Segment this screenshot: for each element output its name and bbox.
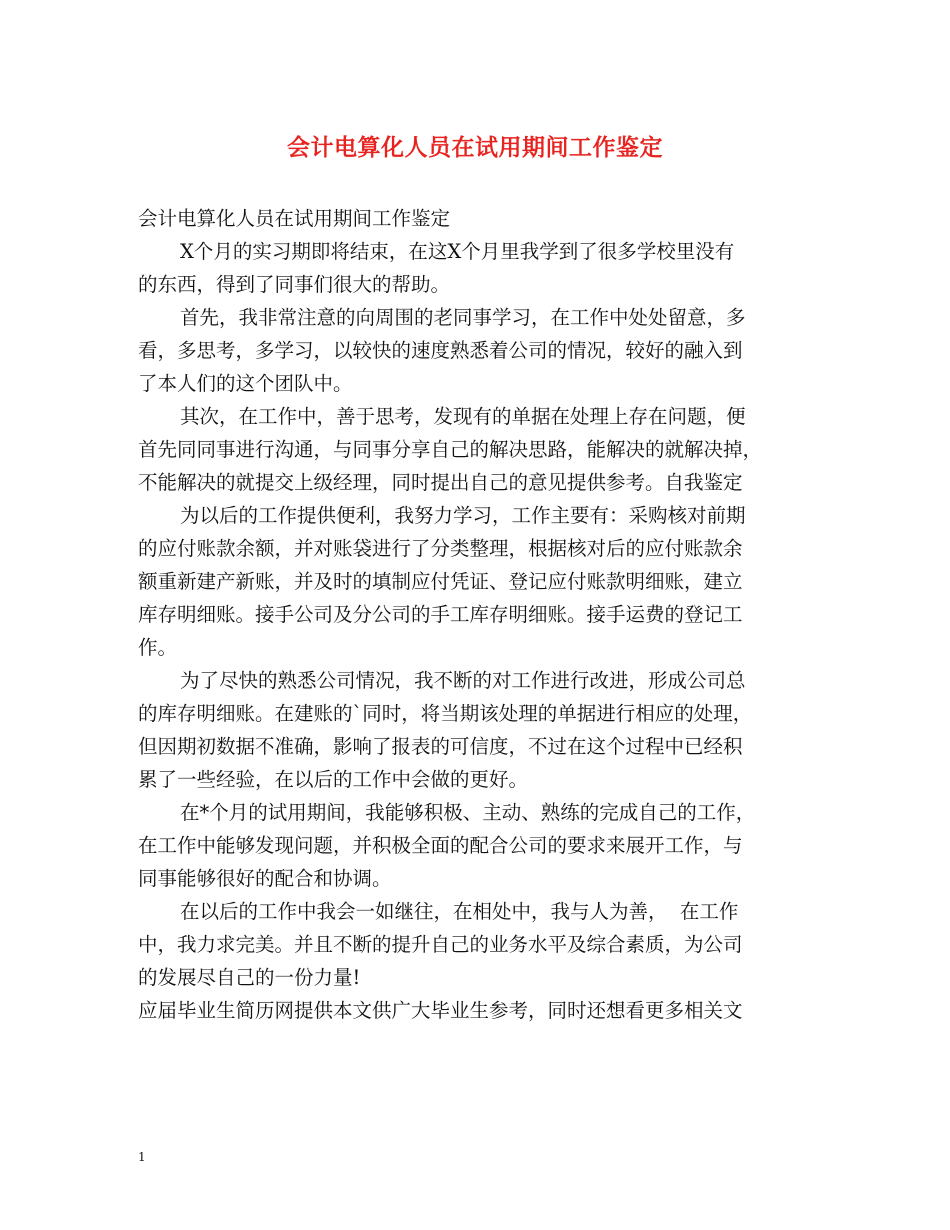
footer-note-line: 应届毕业生简历网提供本文供广大毕业生参考，同时还想看更多相关文 (138, 999, 743, 1022)
paragraph-line: 首先同同事进行沟通，与同事分享自己的解决思路，能解决的就解决掉， (138, 438, 763, 461)
paragraph-line: 作。 (138, 636, 178, 659)
paragraph-line: 额重新建产新账，并及时的填制应付凭证、登记应付账款明细账，建立 (138, 570, 743, 593)
paragraph-line: 库存明细账。接手公司及分公司的手工库存明细账。接手运费的登记工 (138, 603, 743, 626)
paragraph-line: 的库存明细账。在建账的`同时，将当期该处理的单据进行相应的处理， (138, 702, 753, 725)
document-title: 会计电算化人员在试用期间工作鉴定 (287, 134, 663, 161)
document-body (138, 202, 814, 1027)
paragraph-line: 为以后的工作提供便利，我努力学习，工作主要有：采购核对前期 (180, 504, 746, 527)
paragraph-line: 为了尽快的熟悉公司情况，我不断的对工作进行改进，形成公司总 (180, 669, 746, 692)
paragraph-line: 首先，我非常注意的向周围的老同事学习，在工作中处处留意，多 (180, 306, 746, 329)
paragraph-line: 中，我力求完美。并且不断的提升自己的业务水平及综合素质，为公司 (138, 933, 743, 956)
paragraph-line: 的东西，得到了同事们很大的帮助。 (138, 273, 451, 296)
paragraph-line: 在*个月的试用期间，我能够积极、主动、熟练的完成自己的工作， (180, 801, 756, 824)
subtitle-line: 会计电算化人员在试用期间工作鉴定 (138, 207, 451, 230)
page-number: 1 (138, 1150, 146, 1164)
paragraph-line: 同事能够很好的配合和协调。 (138, 867, 392, 890)
paragraph-line: 不能解决的就提交上级经理，同时提出自己的意见提供参考。自我鉴定 (138, 471, 743, 494)
paragraph-line: 的应付账款余额，并对账袋进行了分类整理，根据核对后的应付账款余 (138, 537, 743, 560)
paragraph-line: 看，多思考，多学习，以较快的速度熟悉着公司的情况，较好的融入到 (138, 339, 743, 362)
paragraph-line: 的发展尽自己的一份力量! (138, 966, 361, 989)
paragraph-line: 了本人们的这个团队中。 (138, 372, 353, 395)
paragraph-line: X个月的实习期即将结束，在这X个月里我学到了很多学校里没有 (180, 240, 735, 263)
paragraph-line: 累了一些经验，在以后的工作中会做的更好。 (138, 768, 529, 791)
paragraph-line: 在工作中能够发现问题，并积极全面的配合公司的要求来展开工作，与 (138, 834, 743, 857)
paragraph-line: 其次，在工作中，善于思考，发现有的单据在处理上存在问题，便 (180, 405, 746, 428)
paragraph-line: 在以后的工作中我会一如继往，在相处中，我与人为善， 在工作 (180, 900, 739, 923)
paragraph-line: 但因期初数据不准确，影响了报表的可信度，不过在这个过程中已经积 (138, 735, 743, 758)
